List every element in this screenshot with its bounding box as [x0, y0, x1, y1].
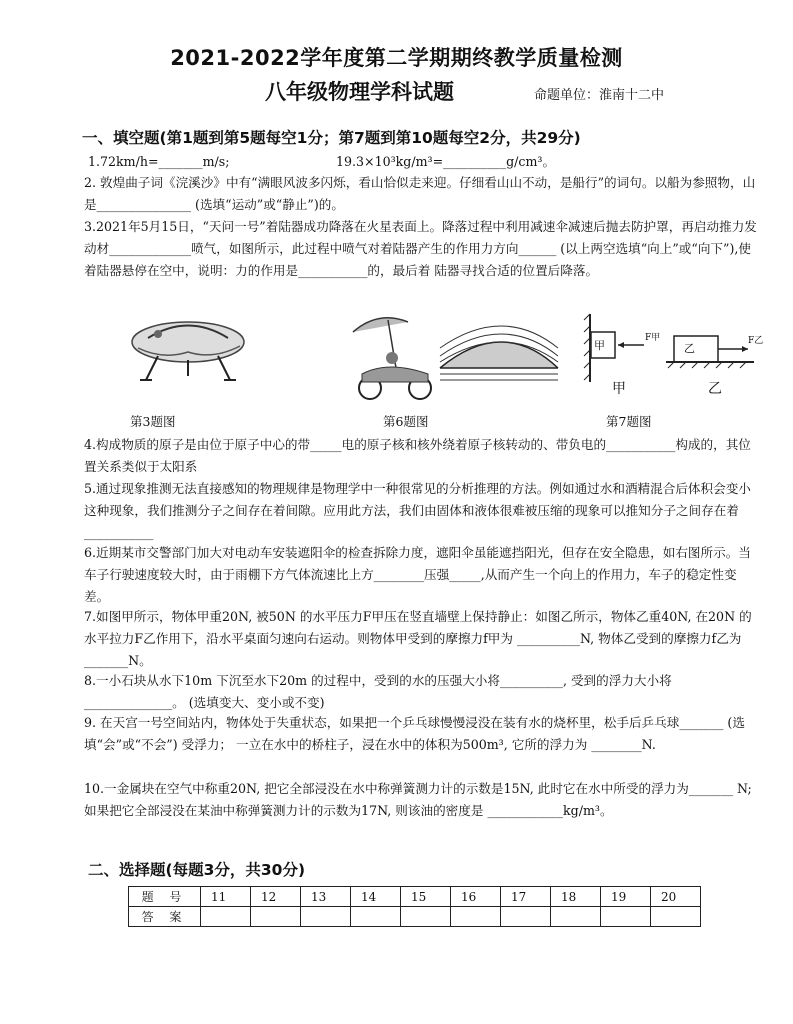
question-4: 4.构成物质的原子是由位于原子中心的带_____电的原子核和核外绕着原子核转动的、带负电的___________构成的，其位置关系类似于太阳系: [84, 437, 751, 474]
question-1a: 1.72km/h=_______m/s;: [88, 154, 230, 169]
figure7-caption: 第7题图: [606, 414, 652, 429]
figure3-caption: 第3题图: [130, 414, 176, 429]
answer-cell[interactable]: [301, 907, 351, 927]
table-row: [129, 887, 701, 907]
row-label-answer: 答 案: [129, 907, 201, 927]
yi-figure-label: 乙: [708, 381, 722, 397]
question-5: 5.通过现象推测无法直接感知的物理规律是物理学中一种很常见的分析推理的方法。例如通过水和酒精混合后体积会变小这种现象，我们推测分子之间存在着间隙。应用此方法，我们由固体和液体很难被压缩的现象可以推知分子之间存在着 ___________: [84, 481, 751, 540]
answer-cell[interactable]: [651, 907, 701, 927]
row-label-number: 题 号: [129, 887, 201, 907]
question-6: 6.近期某市交警部门加大对电动车安装遮阳伞的检查拆除力度，遮阳伞虽能遮挡阳光，但存在安全隐患，如右图所示。当车子行驶速度较大时，由于雨棚下方气体流速比上方________压强_____,从而产生一个向上的作用力，车子的稳定性变差。: [84, 545, 751, 604]
answer-table: [128, 886, 701, 927]
table-row: [129, 907, 701, 927]
question-number-cell: 15: [401, 887, 451, 907]
figure6-caption: 第6题图: [383, 414, 429, 429]
question-number-cell: 17: [501, 887, 551, 907]
answer-cell[interactable]: [451, 907, 501, 927]
question-7: 7.如图甲所示，物体甲重20N, 被50N 的水平压力F甲压在竖直墙壁上保持静止：如图乙所示，物体乙重40N, 在20N 的水平拉力F乙作用下，沿水平桌面匀速向右运动。则物体甲受到的摩擦力f甲为 __________N, 物体乙受到的摩擦力f乙为 _______N。: [84, 609, 752, 668]
jia-figure-label: 甲: [612, 381, 626, 397]
answer-cell[interactable]: [401, 907, 451, 927]
question-3: 3.2021年5月15日，“天问一号”着陆器成功降落在火星表面上。降落过程中利用减速伞减速后抛去防护罩，再启动推力发动材_____________喷气，如图所示，此过程中喷气对着陆器产生的作用力方向______ (以上两空选填“向上”或“向下”),使着陆器悬停在空中，说明：力的作用是___________的，最后着 陆器寻找合适的位置后降落。: [84, 219, 757, 278]
answer-cell[interactable]: [601, 907, 651, 927]
answer-cell[interactable]: [501, 907, 551, 927]
question-2: 2. 敦煌曲子词《浣溪沙》中有“满眼风波多闪烁，看山恰似走来迎。仔细看山山不动，是船行”的词句。以船为参照物，山是_______________ (选填“运动”或“静止”)的。: [84, 175, 756, 212]
question-1b: 19.3×10³kg/m³=__________g/cm³。: [336, 154, 556, 169]
question-10: 10.一金属块在空气中称重20N, 把它全部浸没在水中称弹簧测力计的示数是15N, 此时它在水中所受的浮力为_______ N; 如果把它全部浸没在某油中称弹簧测力计的示数为17N, 则该油的密度是 ____________kg/m³。: [84, 781, 752, 818]
yi-block-label: 乙: [684, 342, 695, 355]
f-jia-label: F甲: [645, 333, 661, 343]
author-unit: 命题单位：淮南十二中: [534, 88, 665, 103]
section1-heading: 一、填空题(第1题到第5题每空1分；第7题到第10题每空2分，共29分): [82, 129, 581, 147]
question-number-cell: 13: [301, 887, 351, 907]
exam-title: 2021-2022学年度第二学期期终教学质量检测: [170, 46, 623, 70]
exam-subtitle: 八年级物理学科试题: [265, 80, 454, 104]
question-number-cell: 19: [601, 887, 651, 907]
jia-block-label: 甲: [594, 339, 605, 352]
question-9: 9. 在天宫一号空间站内，物体处于失重状态，如果把一个乒乓球慢慢浸没在装有水的烧杯里，松手后乒乓球_______ (选填“会”或“不会”) 受浮力； 一立在水中的桥柱子，浸在水中的体积为500m³, 它所的浮力为 ________N.: [84, 715, 745, 752]
question-number-cell: 11: [201, 887, 251, 907]
question-8: 8.一小石块从水下10m 下沉至水下20m 的过程中，受到的水的压强大小将__________, 受到的浮力大小将______________。 (选填变大、变小或不变): [84, 673, 672, 710]
answer-cell[interactable]: [551, 907, 601, 927]
answer-cell[interactable]: [351, 907, 401, 927]
question-number-cell: 16: [451, 887, 501, 907]
f-yi-label: F乙: [748, 336, 764, 346]
answer-cell[interactable]: [201, 907, 251, 927]
scooter-figure: [348, 308, 563, 404]
question-number-cell: 18: [551, 887, 601, 907]
question-number-cell: 20: [651, 887, 701, 907]
friction-figure: [582, 312, 772, 396]
section2-heading: 二、选择题(每题3分，共30分): [88, 861, 306, 879]
question-number-cell: 14: [351, 887, 401, 907]
answer-cell[interactable]: [251, 907, 301, 927]
lander-figure: [118, 308, 258, 388]
question-number-cell: 12: [251, 887, 301, 907]
